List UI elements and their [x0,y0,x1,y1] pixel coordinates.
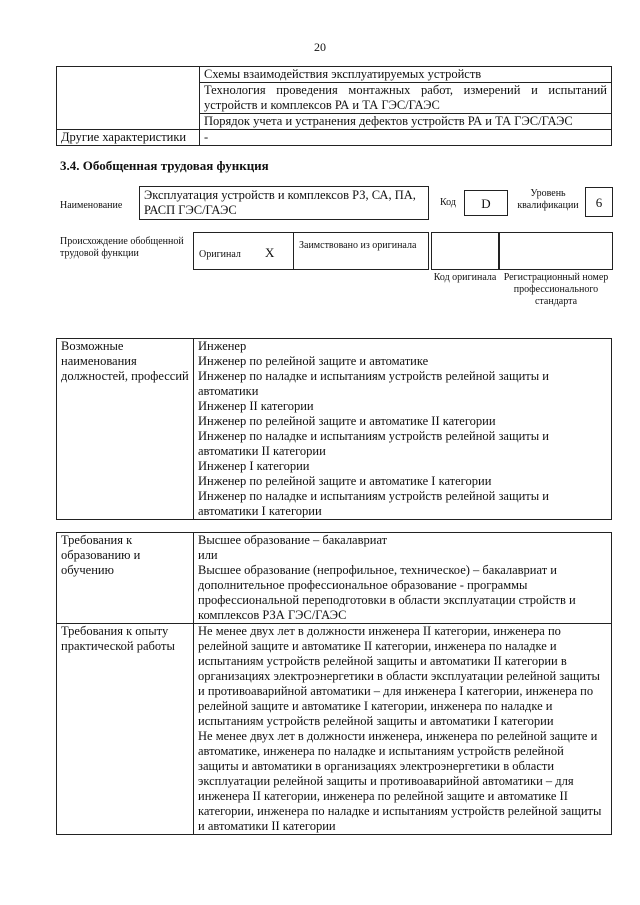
list-item: Инженер по релейной защите и автоматике I категории [198,474,492,488]
table-cell-value: - [200,130,612,146]
list-item: Высшее образование (непрофильное, техническое) – бакалавриат и дополнительное профессиональное образование - программы профессиональной переподготовки в области эксплуатации стройств и комплексов РЗА ГЭС/ГАЭС [198,563,576,622]
requirements-table [56,532,612,835]
borrowed-label: Заимствовано из оригинала [299,240,417,251]
education-value [194,533,612,624]
list-item: Технология проведения монтажных работ, измерений и испытаний устройств и комплексов РА и ТА ГЭС/ГАЭС [200,83,611,114]
list-item: Инженер II категории [198,399,314,413]
list-item: Инженер по наладке и испытаниям устройств релейной защиты и автоматики [198,369,549,398]
original-label: Оригинал [199,249,241,260]
experience-label: Требования к опыту практической работы [57,624,194,835]
positions-label: Возможные наименования должностей, профессий [57,339,194,520]
level-label: Уровень квалификации [517,188,579,211]
positions-list [194,339,612,520]
name-label: Наименование [60,200,123,211]
list-item: Инженер по релейной защите и автоматике II категории [198,414,496,428]
list-item: или [198,548,218,562]
reg-number-label: Регистрационный номер профессионального стандарта [503,272,609,307]
original-mark: X [265,245,275,260]
list-item: Инженер [198,339,247,353]
level-value: 6 [585,187,613,217]
list-item: Инженер по наладке и испытаниям устройств релейной защиты и автоматики I категории [198,489,549,518]
table-cell-label [57,67,200,130]
list-item: Схемы взаимодействия эксплуатируемых устройств [200,67,611,83]
table-cell-value [200,67,612,130]
code-label: Код [440,197,456,208]
section-title: 3.4. Обобщенная трудовая функция [60,158,269,173]
table-cell-label: Другие характеристики [57,130,200,146]
reg-number-field [499,232,613,270]
table-row [57,130,612,146]
list-item: Высшее образование – бакалавриат [198,533,388,547]
page-number: 20 [314,40,326,54]
code-original-field [431,232,499,270]
education-label: Требования к образованию и обучению [57,533,194,624]
origin-label: Происхождение обобщенной трудовой функции [60,236,184,259]
continuation-table [56,66,612,146]
table-row [57,533,612,624]
experience-value [194,624,612,835]
list-item: Не менее двух лет в должности инженера II категории, инженера по релейной защите и автоматике II категории, инженера по наладке и испытаниям устройств релейной защиты и автоматики II категории в организациях электроэнергетики в области эксплуатации релейной защиты и противоаварийной автоматики – для инженера I категории, инженера по релейной защите и автоматике I категории, инженера по наладке и испытаниям устройств релейной защиты и автоматики I категории [198,624,600,728]
list-item: Инженер по релейной защите и автоматике [198,354,429,368]
list-item: Инженер по наладке и испытаниям устройств релейной защиты и автоматики II категории [198,429,549,458]
function-name-field: Эксплуатация устройств и комплексов РЗ, СА, ПА, РАСП ГЭС/ГАЭС [139,186,429,220]
code-original-label: Код оригинала [433,272,497,283]
table-row [57,339,612,520]
list-item: Инженер I категории [198,459,310,473]
list-item: Не менее двух лет в должности инженера, инженера по релейной защите и автоматике, инженера по наладке и испытаниям устройств релейной защиты и автоматики в организациях электроэнергетики в области эксплуатации релейной защиты и противоаварийной автоматики – для инженера II категории, инженера по релейной защите и автоматике II категории, инженера по наладке и испытаниям устройств релейной защиты и автоматики II категории [198,729,602,833]
divider [293,232,294,270]
positions-table [56,338,612,520]
table-row [57,624,612,835]
list-item: Порядок учета и устранения дефектов устройств РА и ТА ГЭС/ГАЭС [204,114,573,128]
table-row [57,67,612,130]
code-value: D [464,190,508,216]
